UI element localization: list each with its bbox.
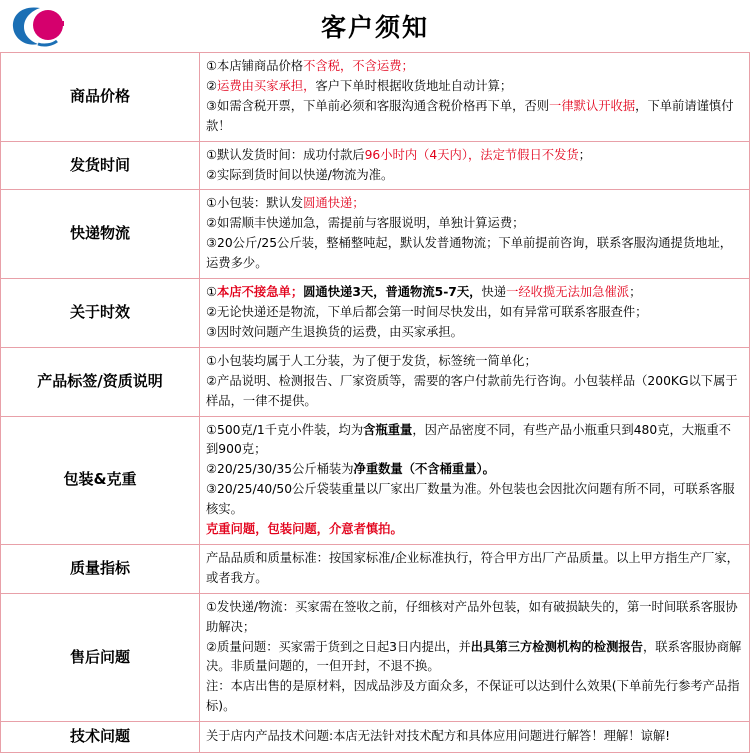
notice-text: 本店不接急单； (217, 285, 304, 300)
notice-text: ，因产品密度不同，有些产品小瓶重只到480克，大瓶重不到900克； (206, 422, 731, 457)
notice-line (206, 638, 743, 678)
notice-row-label: 快递物流 (1, 190, 200, 279)
notice-line (206, 146, 743, 166)
notice-line (206, 352, 743, 372)
notice-row-content (200, 544, 750, 593)
notice-line (206, 77, 743, 97)
notice-line (206, 214, 743, 234)
notice-row (1, 544, 750, 593)
notice-line (206, 283, 743, 303)
notice-text: ，联系客服协商解决。非质量问题的，一但开封，不退不换。 (206, 639, 742, 674)
notice-table (0, 52, 750, 753)
notice-row (1, 347, 750, 416)
notice-text: ①小包装：默认发 (206, 196, 304, 211)
notice-text: ②产品说明、检测报告、厂家资质等，需要的客户付款前先行咨询。小包装样品（200KG以下属于样品，一律不提供。 (206, 373, 738, 408)
notice-text: 产品品质和质量标准：按国家标准/企业标准执行，符合甲方出厂产品质量。以上甲方指生产厂家，或者我方。 (206, 550, 739, 585)
notice-text: 一律默认开收据 (549, 98, 636, 113)
notice-line (206, 57, 743, 77)
notice-line (206, 166, 743, 186)
notice-row-content (200, 53, 750, 142)
notice-text: ① (206, 285, 218, 300)
notice-text: ②如需顺丰快递加急，需提前与客服说明，单独计算运费； (206, 216, 525, 231)
notice-line (206, 598, 743, 638)
notice-text: ②质量问题：买家需于货到之日起3日内提出，并 (206, 639, 471, 654)
notice-text: ②实际到货时间以快递/物流为准。 (206, 167, 394, 182)
notice-text: 运费由买家承担， (217, 78, 316, 93)
notice-line (206, 372, 743, 412)
notice-row-label: 关于时效 (1, 279, 200, 348)
notice-line (206, 303, 743, 323)
notice-row (1, 279, 750, 348)
notice-text: ①发快递/物流：买家需在签收之前，仔细核对产品外包装，如有破损缺失的，第一时间联系客服协助解决； (206, 599, 738, 634)
notice-row-label: 技术问题 (1, 722, 200, 753)
notice-text: 快递 (481, 285, 507, 300)
notice-line (206, 323, 743, 343)
notice-text: ①小包装均属于人工分装，为了便于发货，标签统一简单化； (206, 353, 537, 368)
notice-text: ①本店铺商品价格 (206, 59, 304, 73)
notice-line (206, 549, 743, 589)
notice-line (206, 234, 743, 274)
notice-text: ①500克/1千克小件装，均为 (206, 422, 364, 437)
notice-row-content (200, 593, 750, 721)
notice-text: ③20/25/40/50公斤袋装重量以厂家出厂数量为准。外包装也会因批次问题有所不同，可联系客服核实。 (206, 482, 735, 517)
notice-text: 克重问题，包装问题，介意者慎拍。 (206, 522, 403, 537)
notice-text: 客户下单时根据收货地址自动计算； (315, 78, 513, 93)
notice-line (206, 480, 743, 520)
notice-row (1, 722, 750, 753)
notice-line (206, 677, 743, 717)
notice-text: ，下单前请谨慎付款！ (206, 98, 734, 133)
notice-row-content (200, 279, 750, 348)
notice-text: 圆通快递3天，普通物流5-7天， (303, 285, 482, 300)
notice-row-label: 发货时间 (1, 141, 200, 190)
notice-row-content (200, 416, 750, 544)
notice-text: 96小时内（4天内），法定节假日不发货 (364, 147, 579, 162)
notice-text: 不含税，不含运费； (303, 59, 414, 73)
notice-line (206, 97, 743, 137)
notice-row (1, 141, 750, 190)
notice-text: 注：本店出售的是原材料，因成品涉及方面众多，不保证可以达到什么效果(下单前先行参考产品指标)。 (206, 679, 740, 714)
notice-text: ②无论快递还是物流，下单后都会第一时间尽快发出，如有异常可联系客服查件； (206, 304, 648, 319)
notice-table-body (1, 53, 750, 753)
page-header (0, 0, 750, 52)
notice-line (206, 520, 743, 540)
notice-row (1, 416, 750, 544)
notice-text: 含瓶重量 (363, 422, 413, 437)
notice-text: 关于店内产品技术问题:本店无法针对技术配方和具体应用问题进行解答！理解！谅解! (206, 729, 671, 744)
notice-text: ； (578, 147, 591, 162)
notice-text: ③20公斤/25公斤装，整桶整吨起，默认发普通物流；下单前提前咨询，联系客服沟通提货地址，运费多少。 (206, 236, 733, 271)
notice-row-label: 售后问题 (1, 593, 200, 721)
notice-text: ② (206, 78, 218, 93)
notice-row-label: 商品价格 (1, 53, 200, 142)
notice-row-content (200, 722, 750, 753)
notice-text: 出具第三方检测机构的检测报告 (470, 639, 643, 654)
notice-text: ②20/25/30/35公斤桶装为 (206, 462, 354, 477)
notice-row-content (200, 190, 750, 279)
notice-text: 圆通快递； (303, 196, 365, 211)
notice-line (206, 194, 743, 214)
notice-row-label: 包装&克重 (1, 416, 200, 544)
notice-text: 一经收揽无法加急催派 (506, 285, 630, 300)
notice-text: ③因时效问题产生退换货的运费，由买家承担。 (206, 324, 463, 339)
notice-text: 净重数量（不含桶重量）。 (353, 462, 495, 477)
notice-text: ①默认发货时间：成功付款后 (206, 147, 365, 162)
notice-row-label: 产品标签/资质说明 (1, 347, 200, 416)
notice-row (1, 190, 750, 279)
notice-row-content (200, 347, 750, 416)
notice-row (1, 53, 750, 142)
notice-text: ③如需含税开票，下单前必须和客服沟通含税价格再下单，否则 (206, 98, 550, 113)
notice-line (206, 460, 743, 480)
notice-row-content (200, 141, 750, 190)
notice-row-label: 质量指标 (1, 544, 200, 593)
notice-line (206, 421, 743, 461)
notice-line (206, 727, 743, 747)
notice-text: ； (629, 285, 642, 300)
notice-row (1, 593, 750, 721)
page-title: 客户须知 (320, 13, 429, 42)
